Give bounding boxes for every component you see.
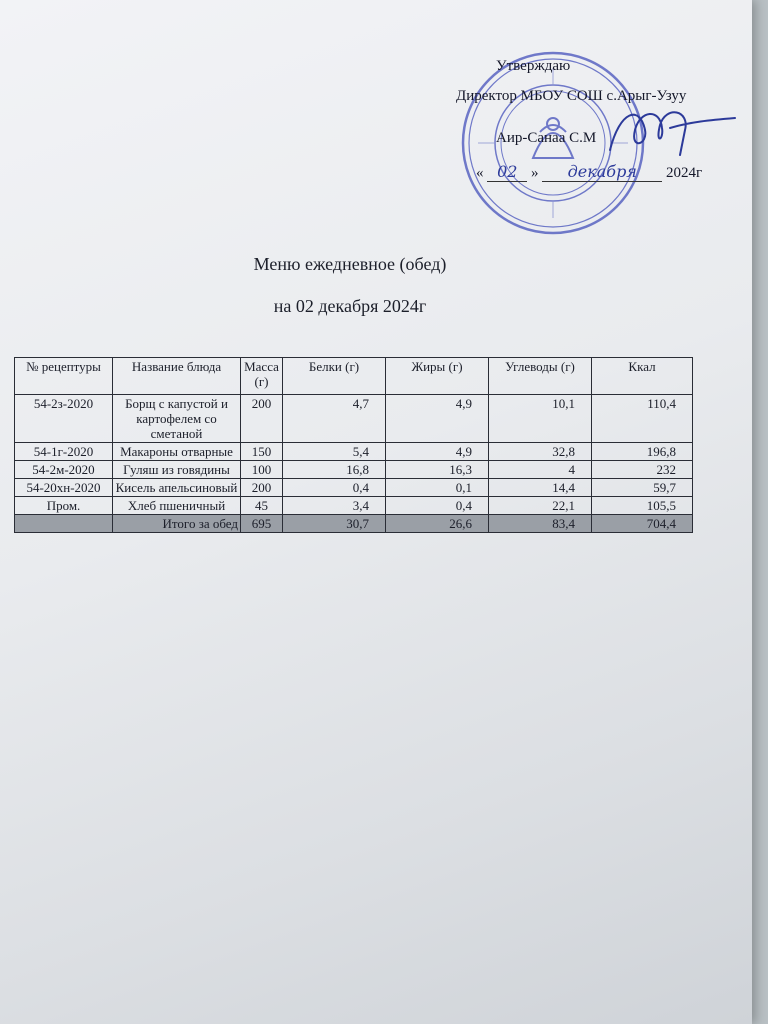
carbs: 32,8	[489, 443, 592, 461]
proteins: 3,4	[283, 497, 386, 515]
menu-table	[14, 357, 693, 533]
menu-title: Меню ежедневное (обед)	[253, 254, 447, 274]
header-proteins: Белки (г)	[283, 358, 386, 395]
proteins: 0,4	[283, 479, 386, 497]
fats: 0,4	[386, 497, 489, 515]
table-row	[15, 497, 693, 515]
dish-name: Кисель апельсиновый	[113, 479, 241, 497]
header-dish-name: Название блюда	[113, 358, 241, 395]
date-month: декабря	[542, 162, 662, 182]
kcal: 110,4	[592, 395, 693, 443]
header-fats: Жиры (г)	[386, 358, 489, 395]
table-row	[15, 395, 693, 443]
total-mass: 695	[241, 515, 283, 533]
dish-name: Борщ с капустой и картофелем со сметаной	[113, 395, 241, 443]
proteins: 5,4	[283, 443, 386, 461]
date-quote-close: »	[531, 165, 539, 181]
kcal: 105,5	[592, 497, 693, 515]
total-label: Итого за обед	[113, 515, 241, 533]
header-recipe-number: № рецептуры	[15, 358, 113, 395]
total-empty-cell	[15, 515, 113, 533]
fats: 4,9	[386, 443, 489, 461]
carbs: 14,4	[489, 479, 592, 497]
recipe-number: Пром.	[15, 497, 113, 515]
dish-name: Хлеб пшеничный	[113, 497, 241, 515]
recipe-number: 54-1г-2020	[15, 443, 113, 461]
approver-position: Директор МБОУ СОШ с.Арыг-Узуу	[456, 88, 687, 104]
mass: 45	[241, 497, 283, 515]
dish-name: Макароны отварные	[113, 443, 241, 461]
fats: 16,3	[386, 461, 489, 479]
kcal: 59,7	[592, 479, 693, 497]
date-quote-open: «	[476, 165, 484, 181]
recipe-number: 54-20хн-2020	[15, 479, 113, 497]
header-carbs: Углеводы (г)	[489, 358, 592, 395]
kcal: 232	[592, 461, 693, 479]
mass: 150	[241, 443, 283, 461]
carbs: 4	[489, 461, 592, 479]
proteins: 4,7	[283, 395, 386, 443]
header-mass: Масса (г)	[241, 358, 283, 395]
total-fats: 26,6	[386, 515, 489, 533]
total-kcal: 704,4	[592, 515, 693, 533]
menu-date-subtitle: на 02 декабря 2024г	[273, 296, 427, 316]
fats: 0,1	[386, 479, 489, 497]
recipe-number: 54-2з-2020	[15, 395, 113, 443]
date-year: 2024г	[666, 165, 703, 181]
recipe-number: 54-2м-2020	[15, 461, 113, 479]
date-day: 02	[487, 162, 527, 182]
total-carbs: 83,4	[489, 515, 592, 533]
mass: 200	[241, 479, 283, 497]
proteins: 16,8	[283, 461, 386, 479]
fats: 4,9	[386, 395, 489, 443]
approver-name: Аир-Санаа С.М	[496, 130, 597, 146]
carbs: 10,1	[489, 395, 592, 443]
table-row	[15, 461, 693, 479]
approval-heading: Утверждаю	[496, 58, 571, 74]
table-header-row	[15, 358, 693, 395]
total-proteins: 30,7	[283, 515, 386, 533]
kcal: 196,8	[592, 443, 693, 461]
handwritten-signature	[600, 100, 740, 170]
dish-name: Гуляш из говядины	[113, 461, 241, 479]
header-kcal: Ккал	[592, 358, 693, 395]
table-row	[15, 479, 693, 497]
mass: 200	[241, 395, 283, 443]
total-row	[15, 515, 693, 533]
carbs: 22,1	[489, 497, 592, 515]
mass: 100	[241, 461, 283, 479]
table-row	[15, 443, 693, 461]
